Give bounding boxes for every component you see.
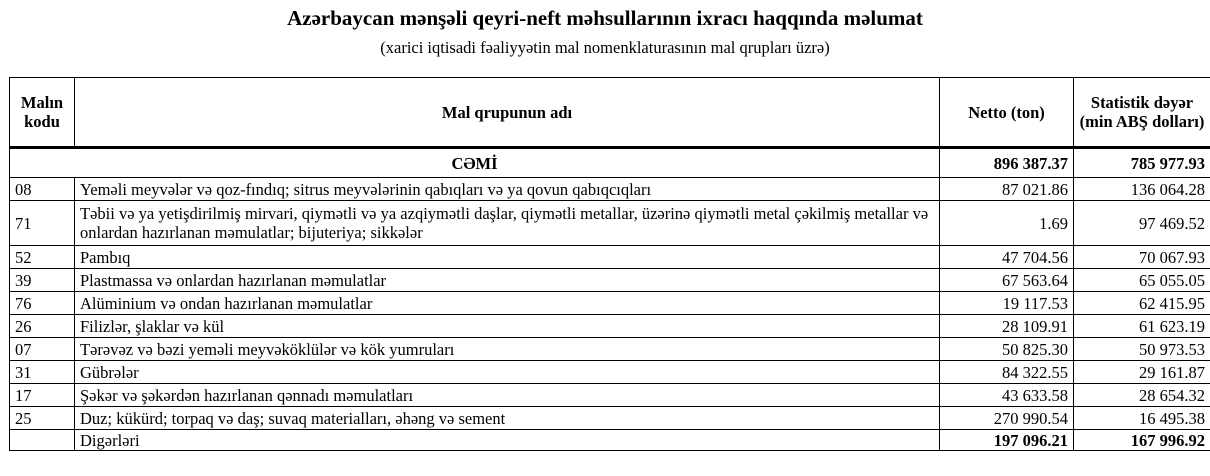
header-value: Statistik dəyər (min ABŞ dolları) xyxy=(1074,78,1210,148)
cell-netto: 1.69 xyxy=(940,201,1074,246)
cell-netto: 67 563.64 xyxy=(940,269,1074,292)
table-row xyxy=(10,269,1210,292)
cell-name: Alüminium və ondan hazırlanan məmulatlar xyxy=(75,292,940,315)
header-netto: Netto (ton) xyxy=(940,78,1074,148)
cell-code: 17 xyxy=(10,384,75,407)
cell-value: 136 064.28 xyxy=(1074,178,1210,201)
other-value: 167 996.92 xyxy=(1074,430,1210,451)
total-netto: 896 387.37 xyxy=(940,148,1074,178)
cell-name: Yeməli meyvələr və qoz-fındıq; sitrus meyvələrinin qabıqları və ya qovun qabıqcıqları xyxy=(75,178,940,201)
cell-value: 50 973.53 xyxy=(1074,338,1210,361)
cell-netto: 43 633.58 xyxy=(940,384,1074,407)
cell-netto: 50 825.30 xyxy=(940,338,1074,361)
cell-name: Təbii və ya yetişdirilmiş mirvari, qiymətli və ya azqiymətli daşlar, qiymətli metallar, üzərinə qiymətli metal çəkilmiş metallar və onlardan hazırlanan məmulatlar; bijuteriya; sikkələr xyxy=(75,201,940,246)
table-row xyxy=(10,361,1210,384)
table-row xyxy=(10,201,1210,246)
other-row xyxy=(10,430,1210,451)
total-row xyxy=(10,148,1210,178)
cell-name: Pambıq xyxy=(75,246,940,269)
table-row xyxy=(10,292,1210,315)
table-row xyxy=(10,315,1210,338)
export-table xyxy=(9,77,1210,451)
page-subtitle: (xarici iqtisadi fəaliyyətin mal nomenklaturasının mal qrupları üzrə) xyxy=(380,38,830,57)
cell-code: 07 xyxy=(10,338,75,361)
cell-value: 16 495.38 xyxy=(1074,407,1210,430)
cell-code: 71 xyxy=(10,201,75,246)
header-name: Mal qrupunun adı xyxy=(75,78,940,148)
cell-code: 31 xyxy=(10,361,75,384)
cell-name: Tərəvəz və bəzi yeməli meyvəköklülər və kök yumruları xyxy=(75,338,940,361)
other-netto: 197 096.21 xyxy=(940,430,1074,451)
cell-name: Plastmassa və onlardan hazırlanan məmulatlar xyxy=(75,269,940,292)
cell-code: 25 xyxy=(10,407,75,430)
cell-code xyxy=(10,430,75,451)
cell-value: 61 623.19 xyxy=(1074,315,1210,338)
cell-code: 26 xyxy=(10,315,75,338)
header-code: Malın kodu xyxy=(10,78,75,148)
cell-name: Filizlər, şlaklar və kül xyxy=(75,315,940,338)
total-value: 785 977.93 xyxy=(1074,148,1210,178)
table-row xyxy=(10,246,1210,269)
cell-netto: 28 109.91 xyxy=(940,315,1074,338)
table-row xyxy=(10,338,1210,361)
table-header-row xyxy=(10,78,1210,148)
cell-name: Şəkər və şəkərdən hazırlanan qənnadı məmulatları xyxy=(75,384,940,407)
cell-value: 97 469.52 xyxy=(1074,201,1210,246)
cell-code: 08 xyxy=(10,178,75,201)
cell-value: 65 055.05 xyxy=(1074,269,1210,292)
table-row xyxy=(10,407,1210,430)
cell-netto: 47 704.56 xyxy=(940,246,1074,269)
cell-netto: 270 990.54 xyxy=(940,407,1074,430)
cell-name: Gübrələr xyxy=(75,361,940,384)
cell-value: 62 415.95 xyxy=(1074,292,1210,315)
cell-value: 28 654.32 xyxy=(1074,384,1210,407)
table-row xyxy=(10,384,1210,407)
total-label: CƏMİ xyxy=(10,148,940,178)
cell-name: Duz; kükürd; torpaq və daş; suvaq materialları, əhəng və sement xyxy=(75,407,940,430)
cell-netto: 19 117.53 xyxy=(940,292,1074,315)
cell-value: 70 067.93 xyxy=(1074,246,1210,269)
table-row xyxy=(10,178,1210,201)
other-label: Digərləri xyxy=(75,430,940,451)
cell-code: 76 xyxy=(10,292,75,315)
cell-value: 29 161.87 xyxy=(1074,361,1210,384)
cell-netto: 87 021.86 xyxy=(940,178,1074,201)
page-title: Azərbaycan mənşəli qeyri-neft məhsullarının ixracı haqqında məlumat xyxy=(287,6,923,30)
cell-netto: 84 322.55 xyxy=(940,361,1074,384)
cell-code: 52 xyxy=(10,246,75,269)
cell-code: 39 xyxy=(10,269,75,292)
